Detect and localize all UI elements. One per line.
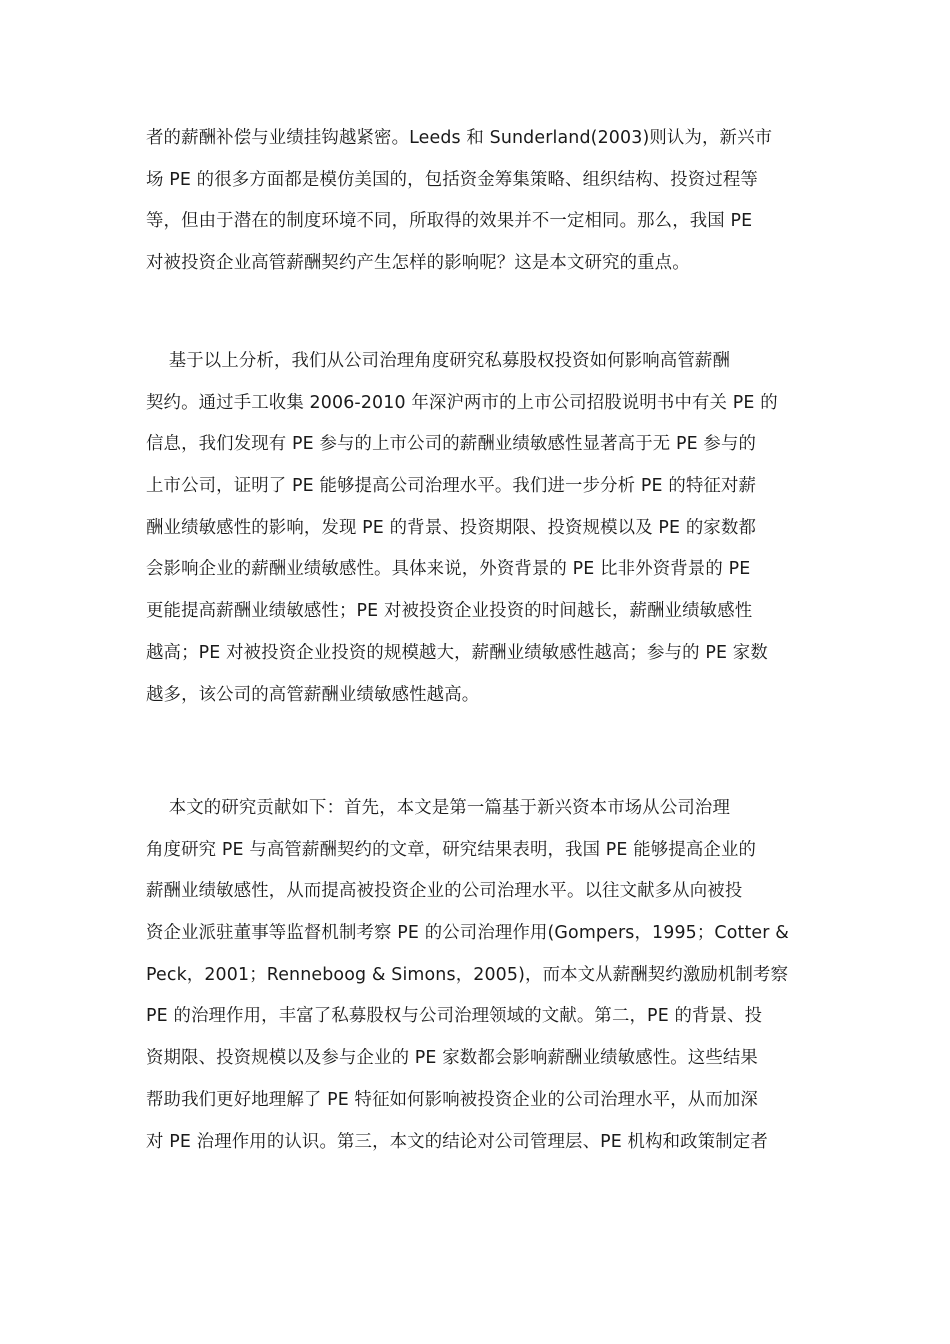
text-line: 对被投资企业高管薪酬契约产生怎样的影响呢？这是本文研究的重点。 [146,253,690,274]
text-line: 契约。通过手工收集 2006-2010 年深沪两市的上市公司招股说明书中有关 PE 的 [146,392,778,413]
text-line: 信息，我们发现有 PE 参与的上市公司的薪酬业绩敏感性显著高于无 PE 参与的 [146,434,757,455]
text-line: 帮助我们更好地理解了 PE 特征如何影响被投资企业的公司治理水平，从而加深 [146,1089,758,1110]
paragraph-1 [146,118,810,285]
text-line: 酬业绩敏感性的影响，发现 PE 的背景、投资期限、投资规模以及 PE 的家数都 [146,517,757,538]
paragraph-3 [146,788,810,1163]
text-line: 越高；PE 对被投资企业投资的规模越大，薪酬业绩敏感性越高；参与的 PE 家数 [146,642,768,663]
text-line: 等，但由于潜在的制度环境不同，所取得的效果并不一定相同。那么，我国 PE [146,211,753,232]
text-line: 基于以上分析，我们从公司治理角度研究私募股权投资如何影响高管薪酬 [146,351,731,371]
text-line: 者的薪酬补偿与业绩挂钩越紧密。Leeds 和 Sunderland(2003)则认为，新兴市 [146,128,773,148]
text-line: 更能提高薪酬业绩敏感性；PE 对被投资企业投资的时间越长，薪酬业绩敏感性 [146,601,753,622]
text-line: 对 PE 治理作用的认识。第三，本文的结论对公司管理层、PE 机构和政策制定者 [146,1131,768,1152]
text-line: 资企业派驻董事等监督机制考察 PE 的公司治理作用(Gompers，1995；Cotter & [146,923,789,944]
text-line: 薪酬业绩敏感性，从而提高被投资企业的公司治理水平。以往文献多从向被投 [146,881,743,902]
text-line: 场 PE 的很多方面都是模仿美国的，包括资金筹集策略、组织结构、投资过程等 [146,169,758,190]
text-line: 越多，该公司的高管薪酬业绩敏感性越高。 [146,684,480,705]
text-line: Peck，2001；Renneboog & Simons，2005)，而本文从薪酬契约激励机制考察 [146,964,789,985]
text-line: 上市公司，证明了 PE 能够提高公司治理水平。我们进一步分析 PE 的特征对薪 [146,476,757,497]
text-line: 会影响企业的薪酬业绩敏感性。具体来说，外资背景的 PE 比非外资背景的 PE [146,559,751,580]
text-line: PE 的治理作用，丰富了私募股权与公司治理领域的文献。第二，PE 的背景、投 [146,1006,763,1027]
text-line: 本文的研究贡献如下：首先，本文是第一篇基于新兴资本市场从公司治理 [146,798,731,818]
text-line: 角度研究 PE 与高管薪酬契约的文章，研究结果表明，我国 PE 能够提高企业的 [146,839,757,860]
paragraph-2 [146,341,810,716]
text-line: 资期限、投资规模以及参与企业的 PE 家数都会影响薪酬业绩敏感性。这些结果 [146,1048,758,1069]
